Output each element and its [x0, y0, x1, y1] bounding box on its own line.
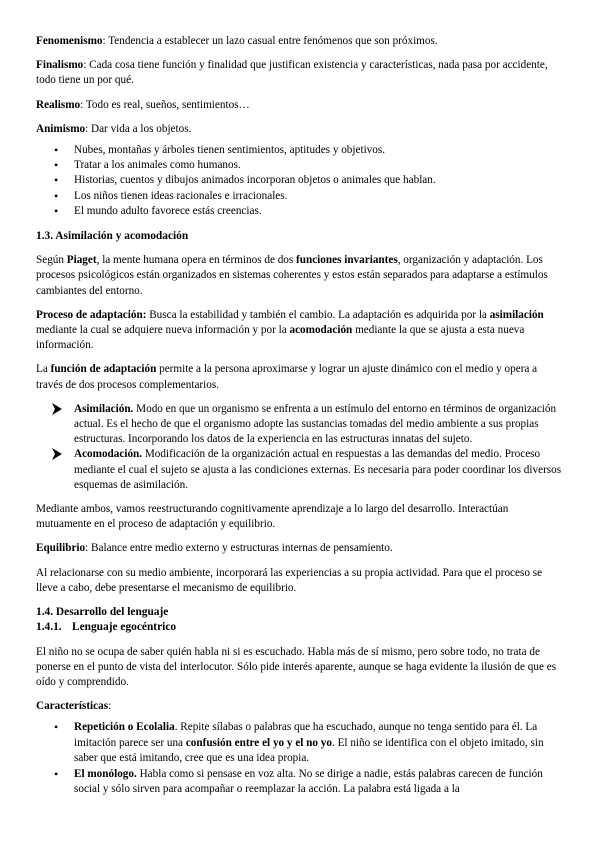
- definition-text: : Cada cosa tiene función y finalidad que justifican existencia y características, nada pasa por accidente, todo tiene un por qué.: [36, 59, 548, 87]
- text-run: mediante la cual se adquiere nueva información y por la: [36, 324, 290, 337]
- bold-run: Asimilación.: [74, 402, 134, 415]
- bold-run: Acomodación.: [74, 448, 143, 461]
- list-item: • Tratar a los animales como humanos.: [74, 158, 565, 173]
- bold-run: Características: [36, 700, 109, 713]
- heading-title: Lenguaje egocéntrico: [72, 621, 177, 634]
- list-item: • El mundo adulto favorece estás creencias.: [74, 204, 565, 219]
- section-heading-1-4: 1.4. Desarrollo del lenguaje: [36, 606, 169, 619]
- list-item: • Los niños tienen ideas racionales e irracionales.: [74, 189, 565, 204]
- definition-finalismo: [36, 58, 565, 88]
- section-heading-1-3: 1.3. Asimilación y acomodación: [36, 230, 189, 243]
- bold-run: El monólogo.: [74, 767, 137, 780]
- bold-run: confusión entre el yo y el no yo: [185, 736, 332, 749]
- bold-run: acomodación: [289, 324, 353, 337]
- list-item: • Historias, cuentos y dibujos animados incorporan objetos o animales que hablan.: [74, 173, 565, 188]
- bold-run: función de adaptación: [50, 363, 157, 376]
- definition-text: : Tendencia a establecer un lazo casual entre fenómenos que son próximos.: [102, 35, 438, 47]
- paragraph-mediante: Mediante ambos, vamos reestructurando cognitivamente aprendizaje a lo largo del desarrollo. Interactúan mutuamente en el proceso de adaptación y equilibrio.: [36, 503, 509, 531]
- text-run: mediante la que se ajusta a esta nueva información.: [36, 324, 525, 352]
- text-run: Busca la estabilidad y también el cambio. La adaptación es adquirida por la: [146, 308, 490, 321]
- bold-run: Piaget: [66, 254, 97, 267]
- definition-realismo: [36, 98, 565, 113]
- section-heading-1-4-1: [36, 620, 565, 635]
- definition-term: Animismo: [36, 122, 86, 135]
- paragraph-funcion-adaptacion: [36, 362, 565, 392]
- list-item: [74, 720, 565, 766]
- heading-number: 1.4.1.: [36, 621, 62, 634]
- text-run: Según: [36, 254, 67, 267]
- list-item: [74, 447, 565, 493]
- text-run: . El niño se identifica con el objeto imitado, sin saber que está imitando, cree que es una idea propia.: [74, 736, 544, 764]
- text-run: :: [108, 700, 112, 713]
- text-run: Modificación de la organización actual en respuestas a las demandas del medio. Proceso mediante el cual el sujeto se ajusta a las condiciones externas. Es necesaria para poder coordinar los diversos esquemas de asimilación.: [74, 448, 562, 491]
- caracteristicas-label: [36, 699, 565, 714]
- definition-text: : Todo es real, sueños, sentimientos…: [80, 98, 250, 111]
- definition-term: Finalismo: [36, 59, 84, 72]
- definition-term: Fenomenismo: [36, 35, 103, 47]
- text-run: : Balance entre medio externo y estructuras internas de pensamiento.: [85, 542, 393, 555]
- bold-run: Equilibrio: [36, 542, 86, 555]
- definition-animismo: [36, 122, 565, 137]
- text-run: Habla como si pensase en voz alta. No se dirige a nadie, estás palabras carecen de función social y sólo sirven para acompañar o reemplazar la acción. La palabra está ligada a la: [74, 767, 543, 796]
- text-run: Modo en que un organismo se enfrenta a un estímulo del entorno en términos de organización actual. Es el hecho de que el organismo adopte las sustancias tomadas del medio ambiente a sus propias estructuras. Incorporando los datos de la experiencia en las estructuras innatas del sujeto.: [74, 402, 557, 446]
- text-run: permite a la persona aproximarse y lograr un ajuste dinámico con el medio y opera a través de dos procesos complementarios.: [36, 363, 538, 391]
- caracteristicas-list: [36, 720, 565, 797]
- text-run: . Repite sílabas o palabras que ha escuchado, aunque no tenga sentido para él. La imitación parece ser una: [74, 721, 538, 749]
- paragraph-equilibrio: [36, 541, 565, 556]
- arrowhead-bullet-icon: [52, 403, 62, 415]
- definition-fenomenismo: [36, 34, 565, 49]
- text-run: , organización y adaptación. Los procesos psicológicos están organizados en sistemas coherentes y estos están separados para adaptarse a estímulos cambiantes del entorno.: [36, 254, 548, 297]
- definition-term: Realismo: [36, 98, 81, 111]
- bold-run: funciones invariantes: [296, 254, 398, 267]
- list-item: • Nubes, montañas y árboles tienen sentimientos, aptitudes y objetivos.: [74, 143, 565, 158]
- paragraph-proceso-adaptacion: [36, 308, 565, 354]
- animismo-list: [36, 143, 565, 219]
- bold-run: asimilación: [489, 308, 544, 321]
- list-item: [74, 402, 565, 448]
- processes-list: [36, 402, 565, 493]
- definition-text: : Dar vida a los objetos.: [85, 122, 192, 135]
- list-item: [74, 767, 565, 797]
- arrowhead-bullet-icon: [52, 448, 62, 460]
- paragraph-piaget: [36, 253, 565, 299]
- paragraph-nino: El niño no se ocupa de saber quién habla ni si es escuchado. Habla más de sí mismo, pero sobre todo, no trata de ponerse en el punto de vista del interlocutor. Sólo pide interés aparente, aunque se haga evidente la ilusión de que es oído y comprendido.: [36, 645, 557, 688]
- bold-run: Repetición o Ecolalia: [74, 721, 175, 734]
- text-run: La: [36, 363, 51, 376]
- text-run: , la mente humana opera en términos de dos: [96, 254, 297, 267]
- bold-run: Proceso de adaptación:: [36, 308, 147, 321]
- paragraph-relacionarse: Al relacionarse con su medio ambiente, incorporará las experiencias a su propia actividad. Para que el proceso se lleve a cabo, debe presentarse el mecanismo de equilibrio.: [36, 566, 543, 594]
